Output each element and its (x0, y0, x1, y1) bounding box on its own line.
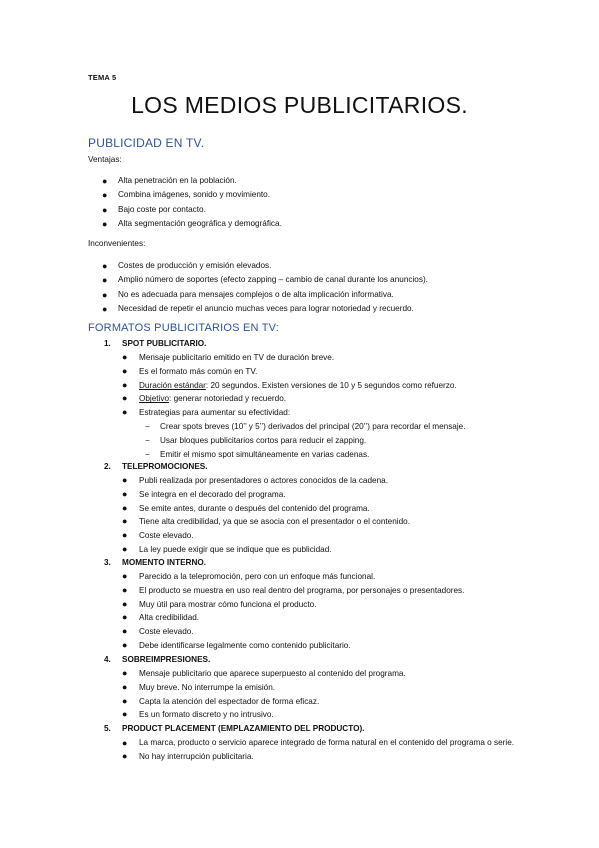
list-item: ● Estrategias para aumentar su efectividad: (139, 406, 457, 420)
bullet-icon: ● (102, 275, 108, 286)
dash-icon: − (145, 449, 150, 459)
list-item: ● Se integra en el decorado del programa. (139, 488, 410, 502)
bullet-icon: ● (122, 639, 128, 650)
bullet-icon: ● (122, 488, 128, 499)
list-item: ● Es el formato más común en TV. (139, 365, 457, 379)
bullet-icon: ● (122, 475, 128, 485)
format-heading-product-placement: 5. PRODUCT PLACEMENT (EMPLAZAMIENTO DEL PRODUCTO). (104, 724, 365, 733)
list-item: ● El producto se muestra en uso real dentro del programa, por personajes o presentadores. (139, 584, 464, 598)
list-item: ● Amplio número de soportes (efecto zapping – cambio de canal durante los anuncios). (118, 273, 428, 287)
list-item: ● Necesidad de repetir el anuncio muchas veces para lograr notoriedad y recuerdo. (118, 302, 428, 316)
list-item: ● Capta la atención del espectador de forma eficaz. (139, 695, 406, 709)
list-item: ● Alta credibilidad. (139, 611, 464, 625)
list-item: ● Publi realizada por presentadores o actores conocidos de la cadena. (139, 474, 410, 488)
list-item: ● Alta penetración en la población. (118, 174, 282, 188)
list-item: ● Se emite antes, durante o después del contenido del programa. (139, 502, 410, 516)
ventajas-list (102, 174, 282, 231)
momento-interno-list (122, 570, 465, 653)
dash-icon: − (145, 422, 150, 431)
list-item: ● Mensaje publicitario emitido en TV de duración breve. (139, 351, 457, 365)
list-item: ● Duración estándar: 20 segundos. Existen versiones de 10 y 5 segundos como refuerzo. (139, 379, 457, 393)
bullet-icon: ● (102, 204, 108, 215)
bullet-icon: ● (122, 571, 128, 581)
bullet-icon: ● (122, 365, 128, 376)
sobreimpresiones-list (122, 667, 406, 722)
dash-icon: − (145, 435, 150, 445)
list-item: ● Coste elevado. (139, 625, 464, 639)
format-heading-spot: 1. SPOT PUBLICITARIO. (104, 339, 207, 348)
product-placement-list (122, 736, 515, 764)
ventajas-label: Ventajas: (88, 155, 122, 164)
bullet-icon: ● (122, 502, 128, 513)
bullet-icon: ● (122, 543, 128, 554)
format-heading-sobreimpresiones: 4. SOBREIMPRESIONES. (104, 655, 211, 664)
spot-list (122, 351, 457, 420)
bullet-icon: ● (102, 289, 108, 300)
list-item: ● Bajo coste por contacto. (118, 203, 282, 217)
bullet-icon: ● (102, 303, 108, 314)
bullet-icon: ● (122, 709, 128, 720)
list-item: − Emitir el mismo spot simultáneamente en varias cadenas. (160, 448, 466, 462)
bullet-icon: ● (122, 379, 128, 390)
inconvenientes-list (102, 259, 428, 316)
list-item: ● La marca, producto o servicio aparece integrado de forma natural en el contenido del programa o serie. (122, 738, 515, 748)
bullet-icon: ● (122, 695, 128, 706)
bullet-icon: ● (122, 598, 128, 609)
bullet-icon: ● (102, 261, 108, 271)
list-item: ● No es adecuada para mensajes complejos o de alta implicación informativa. (118, 288, 428, 302)
list-item: ● Parecido a la telepromoción, pero con un enfoque más funcional. (139, 570, 464, 584)
format-heading-telepromociones: 2. TELEPROMOCIONES. (104, 462, 208, 471)
bullet-icon: ● (122, 352, 128, 362)
bullet-icon: ● (122, 407, 128, 418)
bullet-icon: ● (122, 738, 128, 748)
section-heading-formatos: FORMATOS PUBLICITARIOS EN TV: (88, 322, 279, 334)
bullet-icon: ● (122, 668, 128, 678)
inconvenientes-label: Inconvenientes: (88, 239, 146, 248)
page-title: LOS MEDIOS PUBLICITARIOS. (131, 92, 468, 118)
telepromociones-list (122, 474, 410, 557)
list-item: ● Costes de producción y emisión elevados. (118, 259, 428, 273)
list-item: ● Debe identificarse legalmente como contenido publicitario. (139, 639, 464, 653)
bullet-icon: ● (102, 190, 108, 201)
list-item: ● Alta segmentación geográfica y demográfica. (118, 217, 282, 231)
list-item: ● Muy útil para mostrar cómo funciona el producto. (139, 598, 464, 612)
list-item: ● Combina imágenes, sonido y movimiento. (118, 188, 282, 202)
list-item: ● Objetivo: generar notoriedad y recuerdo. (139, 392, 457, 406)
format-heading-momento-interno: 3. MOMENTO INTERNO. (104, 558, 206, 567)
spot-sublist (145, 420, 466, 461)
list-item: ● Es un formato discreto y no intrusivo. (139, 708, 406, 722)
list-item: − Crear spots breves (10’’ y 5’’) derivados del principal (20’’) para recordar el mensaje. (160, 420, 466, 434)
section-heading-tv: PUBLICIDAD EN TV. (88, 136, 205, 150)
bullet-icon: ● (122, 626, 128, 637)
list-item: ● Coste elevado. (139, 529, 410, 543)
list-item: ● Tiene alta credibilidad, ya que se asocia con el presentador o el contenido. (139, 515, 410, 529)
bullet-icon: ● (122, 612, 128, 623)
list-item: ● No hay interrupción publicitaria. (139, 750, 515, 764)
bullet-icon: ● (102, 218, 108, 229)
list-item: − Usar bloques publicitarios cortos para reducir el zapping. (160, 434, 466, 448)
bullet-icon: ● (122, 516, 128, 527)
bullet-icon: ● (122, 584, 128, 595)
topic-label: TEMA 5 (88, 73, 117, 82)
bullet-icon: ● (122, 393, 128, 404)
bullet-icon: ● (122, 751, 128, 761)
list-item: ● Muy breve. No interrumpe la emisión. (139, 681, 406, 695)
bullet-icon: ● (122, 681, 128, 692)
list-item: ● Mensaje publicitario que aparece superpuesto al contenido del programa. (139, 667, 406, 681)
bullet-icon: ● (122, 530, 128, 541)
bullet-icon: ● (102, 176, 108, 186)
list-item: ● La ley puede exigir que se indique que es publicidad. (139, 543, 410, 557)
